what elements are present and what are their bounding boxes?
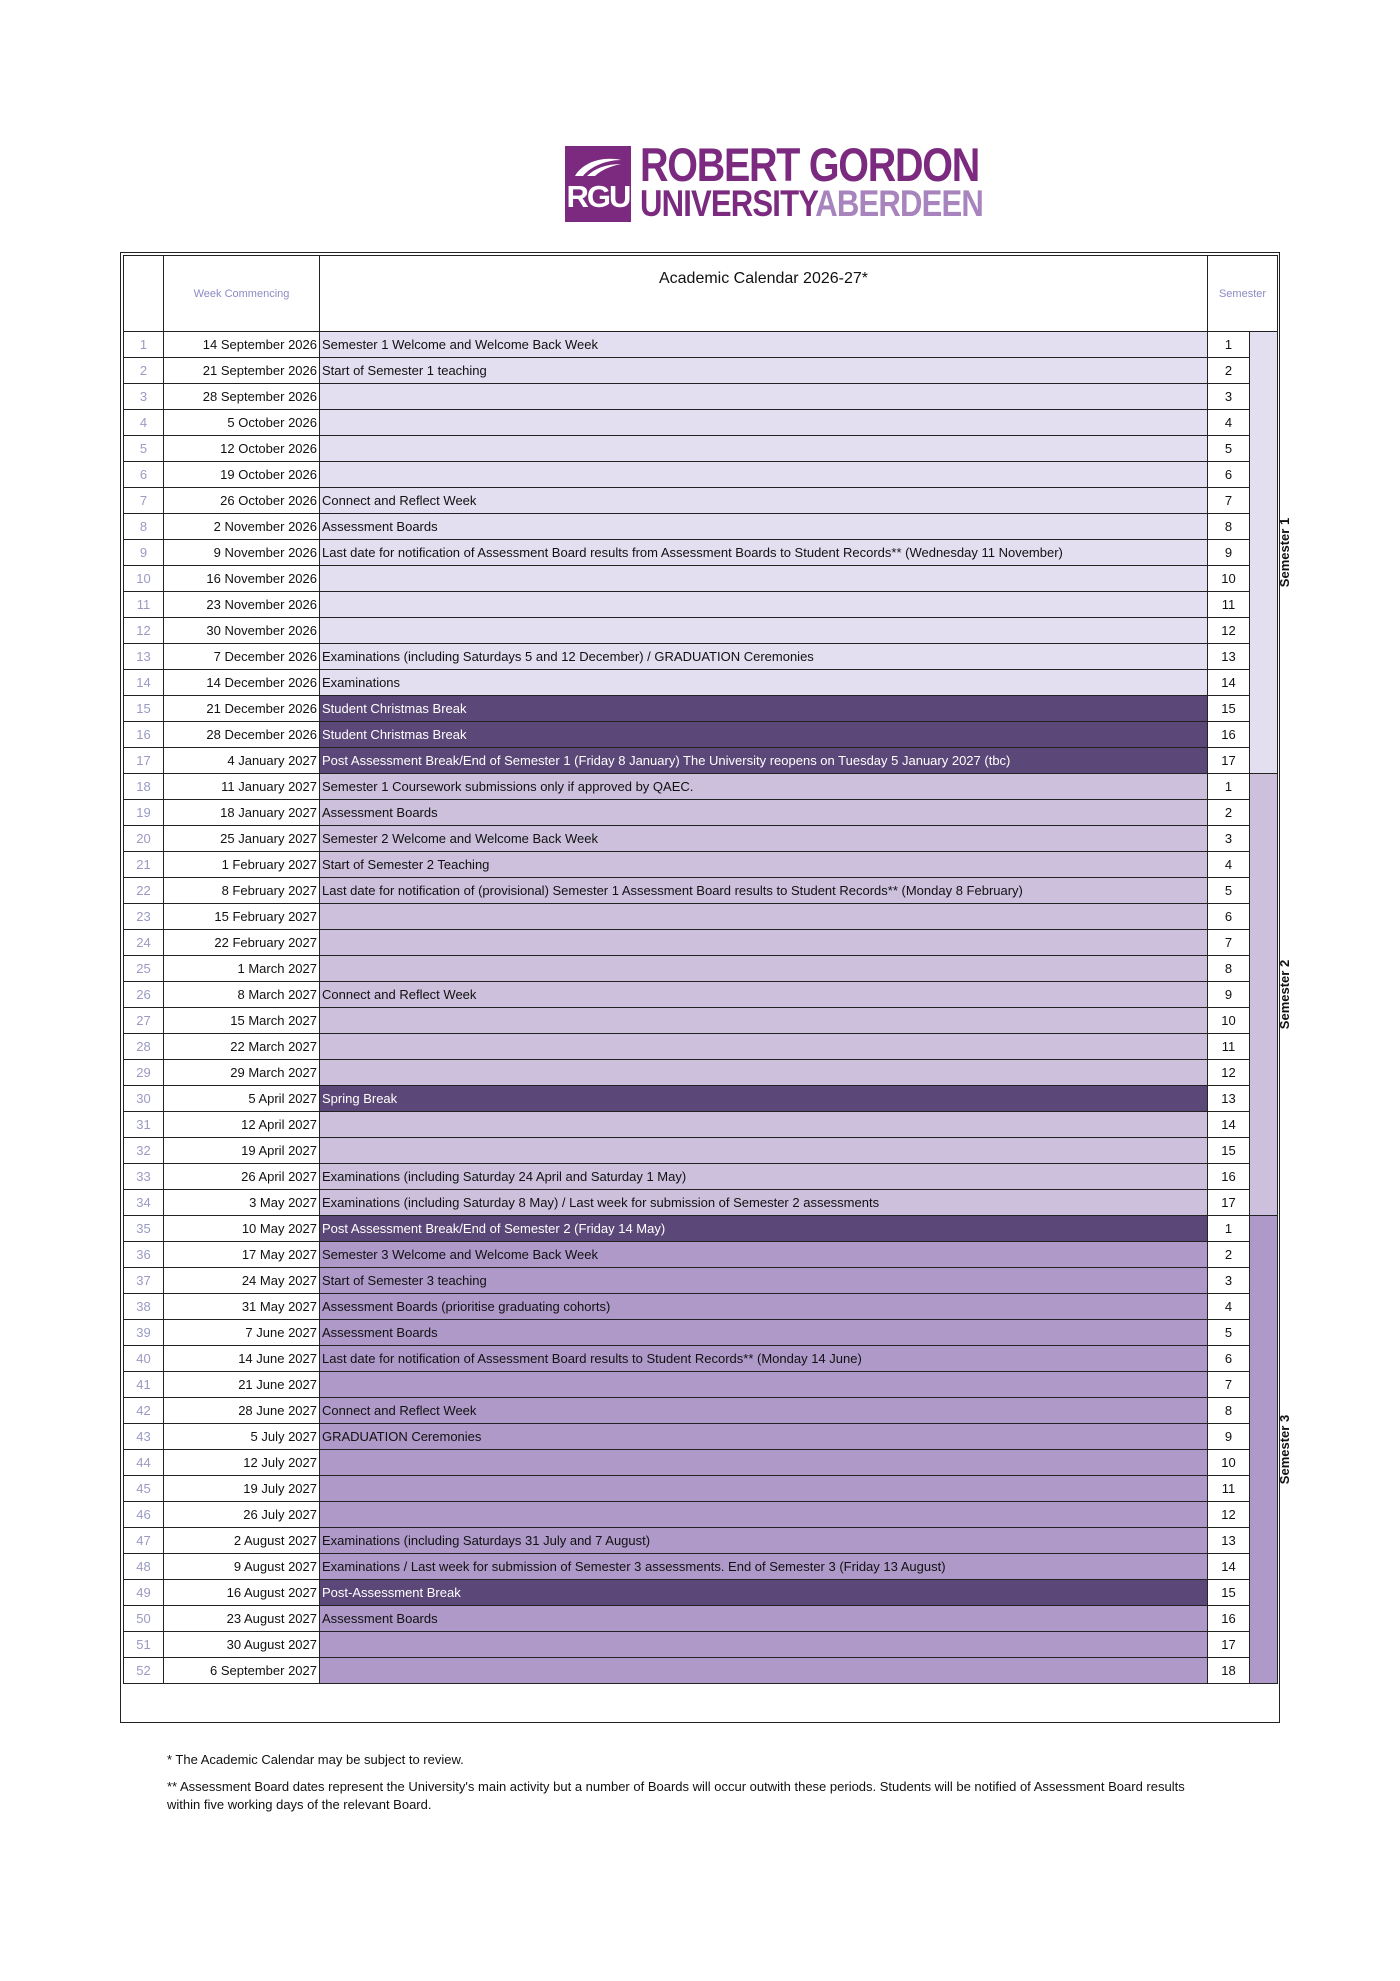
table-row	[124, 488, 1278, 514]
event-description	[320, 956, 1208, 982]
semester-week-number: 3	[1208, 384, 1250, 410]
event-description	[320, 1008, 1208, 1034]
semester-week-number: 8	[1208, 514, 1250, 540]
week-commencing-date: 9 August 2027	[164, 1554, 320, 1580]
week-commencing-date: 10 May 2027	[164, 1216, 320, 1242]
week-commencing-date: 15 March 2027	[164, 1008, 320, 1034]
table-row	[124, 1190, 1278, 1216]
week-commencing-date: 28 June 2027	[164, 1398, 320, 1424]
row-number: 34	[124, 1190, 164, 1216]
week-commencing-date: 30 August 2027	[164, 1632, 320, 1658]
week-commencing-date: 5 July 2027	[164, 1424, 320, 1450]
week-commencing-date: 22 February 2027	[164, 930, 320, 956]
table-row	[124, 852, 1278, 878]
week-commencing-date: 30 November 2026	[164, 618, 320, 644]
row-number: 10	[124, 566, 164, 592]
row-number: 48	[124, 1554, 164, 1580]
event-description	[320, 1502, 1208, 1528]
event-description: Start of Semester 3 teaching	[320, 1268, 1208, 1294]
week-commencing-date: 31 May 2027	[164, 1294, 320, 1320]
table-row	[124, 1242, 1278, 1268]
event-description	[320, 1060, 1208, 1086]
week-commencing-date: 7 June 2027	[164, 1320, 320, 1346]
table-row	[124, 878, 1278, 904]
semester-week-number: 15	[1208, 1580, 1250, 1606]
semester-week-number: 6	[1208, 462, 1250, 488]
semester-week-number: 13	[1208, 1086, 1250, 1112]
row-number: 11	[124, 592, 164, 618]
week-commencing-date: 16 November 2026	[164, 566, 320, 592]
table-row	[124, 1606, 1278, 1632]
calendar-title: Academic Calendar 2026-27*	[320, 256, 1208, 332]
table-row	[124, 540, 1278, 566]
semester-week-number: 9	[1208, 982, 1250, 1008]
event-description: Start of Semester 1 teaching	[320, 358, 1208, 384]
semester-week-number: 14	[1208, 1554, 1250, 1580]
semester-week-number: 17	[1208, 748, 1250, 774]
semester-label-cell	[1250, 332, 1293, 774]
event-description: Semester 1 Coursework submissions only if approved by QAEC.	[320, 774, 1208, 800]
semester-label-cell	[1250, 774, 1293, 1216]
row-number: 14	[124, 670, 164, 696]
table-row	[124, 332, 1278, 358]
semester-label: Semester 2	[1277, 959, 1293, 1030]
semester-week-number: 8	[1208, 956, 1250, 982]
semester-week-number: 17	[1208, 1632, 1250, 1658]
event-description: Last date for notification of Assessment Board results from Assessment Boards to Student Records** (Wednesday 11 November)	[320, 540, 1208, 566]
row-number: 22	[124, 878, 164, 904]
table-row	[124, 1502, 1278, 1528]
table-row	[124, 826, 1278, 852]
event-description	[320, 436, 1208, 462]
semester-week-number: 10	[1208, 1450, 1250, 1476]
week-commencing-date: 28 September 2026	[164, 384, 320, 410]
footnotes	[167, 1751, 1207, 1823]
table-row	[124, 696, 1278, 722]
semester-label-cell	[1250, 1216, 1293, 1684]
row-number: 31	[124, 1112, 164, 1138]
table-row	[124, 566, 1278, 592]
semester-week-number: 10	[1208, 1008, 1250, 1034]
semester-week-number: 18	[1208, 1658, 1250, 1684]
week-commencing-date: 19 October 2026	[164, 462, 320, 488]
row-number: 21	[124, 852, 164, 878]
semester-week-number: 5	[1208, 1320, 1250, 1346]
week-commencing-date: 29 March 2027	[164, 1060, 320, 1086]
week-commencing-date: 26 October 2026	[164, 488, 320, 514]
event-description: Student Christmas Break	[320, 696, 1208, 722]
logo-aberdeen: ABERDEEN	[815, 183, 983, 224]
event-description: Assessment Boards (prioritise graduating cohorts)	[320, 1294, 1208, 1320]
week-commencing-date: 26 July 2027	[164, 1502, 320, 1528]
row-number: 19	[124, 800, 164, 826]
row-number: 42	[124, 1398, 164, 1424]
table-row	[124, 1268, 1278, 1294]
week-commencing-date: 19 July 2027	[164, 1476, 320, 1502]
event-description	[320, 462, 1208, 488]
semester-week-number: 4	[1208, 410, 1250, 436]
footnote-1: * The Academic Calendar may be subject to review.	[167, 1752, 464, 1767]
week-commencing-date: 12 July 2027	[164, 1450, 320, 1476]
semester-week-number: 1	[1208, 1216, 1250, 1242]
event-description: Examinations (including Saturdays 31 July and 7 August)	[320, 1528, 1208, 1554]
week-commencing-date: 12 April 2027	[164, 1112, 320, 1138]
table-row	[124, 1086, 1278, 1112]
row-number: 47	[124, 1528, 164, 1554]
week-commencing-date: 7 December 2026	[164, 644, 320, 670]
event-description	[320, 618, 1208, 644]
table-row	[124, 722, 1278, 748]
row-number: 9	[124, 540, 164, 566]
header-semester: Semester	[1208, 256, 1278, 332]
row-number: 7	[124, 488, 164, 514]
event-description	[320, 1658, 1208, 1684]
event-description	[320, 1138, 1208, 1164]
event-description: Examinations	[320, 670, 1208, 696]
row-number: 30	[124, 1086, 164, 1112]
semester-week-number: 5	[1208, 436, 1250, 462]
semester-week-number: 14	[1208, 1112, 1250, 1138]
table-row	[124, 1346, 1278, 1372]
table-row	[124, 592, 1278, 618]
event-description: Examinations / Last week for submission of Semester 3 assessments. End of Semester 3 (Friday 13 August)	[320, 1554, 1208, 1580]
logo-line-1: ROBERT GORDON	[640, 138, 979, 191]
row-number: 16	[124, 722, 164, 748]
semester-label: Semester 1	[1277, 517, 1293, 588]
semester-week-number: 13	[1208, 644, 1250, 670]
event-description: Examinations (including Saturday 24 April and Saturday 1 May)	[320, 1164, 1208, 1190]
table-row	[124, 800, 1278, 826]
table-row	[124, 1216, 1278, 1242]
semester-week-number: 1	[1208, 332, 1250, 358]
row-number: 35	[124, 1216, 164, 1242]
semester-week-number: 7	[1208, 1372, 1250, 1398]
row-number: 46	[124, 1502, 164, 1528]
row-number: 33	[124, 1164, 164, 1190]
event-description: Start of Semester 2 Teaching	[320, 852, 1208, 878]
table-row	[124, 410, 1278, 436]
row-number: 37	[124, 1268, 164, 1294]
row-number: 23	[124, 904, 164, 930]
event-description: Assessment Boards	[320, 1320, 1208, 1346]
table-row	[124, 1554, 1278, 1580]
semester-week-number: 6	[1208, 904, 1250, 930]
semester-week-number: 5	[1208, 878, 1250, 904]
semester-week-number: 9	[1208, 1424, 1250, 1450]
row-number: 18	[124, 774, 164, 800]
week-commencing-date: 6 September 2027	[164, 1658, 320, 1684]
event-description	[320, 930, 1208, 956]
table-row	[124, 618, 1278, 644]
semester-week-number: 15	[1208, 696, 1250, 722]
week-commencing-date: 26 April 2027	[164, 1164, 320, 1190]
table-row	[124, 904, 1278, 930]
event-description	[320, 1112, 1208, 1138]
table-row	[124, 1372, 1278, 1398]
row-number: 29	[124, 1060, 164, 1086]
event-description	[320, 1372, 1208, 1398]
logo-swoosh-icon	[573, 156, 623, 178]
semester-week-number: 7	[1208, 488, 1250, 514]
logo-line-2	[640, 184, 983, 224]
row-number: 50	[124, 1606, 164, 1632]
header-week-commencing: Week Commencing	[164, 256, 320, 332]
semester-week-number: 12	[1208, 1060, 1250, 1086]
row-number: 40	[124, 1346, 164, 1372]
week-commencing-date: 23 November 2026	[164, 592, 320, 618]
row-number: 5	[124, 436, 164, 462]
row-number: 26	[124, 982, 164, 1008]
semester-week-number: 4	[1208, 852, 1250, 878]
event-description	[320, 384, 1208, 410]
table-row	[124, 644, 1278, 670]
event-description: Spring Break	[320, 1086, 1208, 1112]
row-number: 52	[124, 1658, 164, 1684]
event-description	[320, 592, 1208, 618]
table-row	[124, 1320, 1278, 1346]
row-number: 32	[124, 1138, 164, 1164]
calendar-body	[124, 332, 1293, 1684]
row-number: 27	[124, 1008, 164, 1034]
table-row	[124, 1476, 1278, 1502]
event-description: Connect and Reflect Week	[320, 1398, 1208, 1424]
event-description: Assessment Boards	[320, 1606, 1208, 1632]
week-commencing-date: 1 March 2027	[164, 956, 320, 982]
week-commencing-date: 21 June 2027	[164, 1372, 320, 1398]
row-number: 38	[124, 1294, 164, 1320]
row-number: 24	[124, 930, 164, 956]
week-commencing-date: 1 February 2027	[164, 852, 320, 878]
week-commencing-date: 5 April 2027	[164, 1086, 320, 1112]
table-row	[124, 670, 1278, 696]
row-number: 41	[124, 1372, 164, 1398]
event-description: Post Assessment Break/End of Semester 1 (Friday 8 January) The University reopens on Tuesday 5 January 2027 (tbc)	[320, 748, 1208, 774]
row-number: 3	[124, 384, 164, 410]
table-row	[124, 436, 1278, 462]
table-row	[124, 358, 1278, 384]
week-commencing-date: 28 December 2026	[164, 722, 320, 748]
week-commencing-date: 14 June 2027	[164, 1346, 320, 1372]
week-commencing-date: 2 August 2027	[164, 1528, 320, 1554]
table-row	[124, 1580, 1278, 1606]
week-commencing-date: 11 January 2027	[164, 774, 320, 800]
week-commencing-date: 24 May 2027	[164, 1268, 320, 1294]
row-number: 4	[124, 410, 164, 436]
row-number: 12	[124, 618, 164, 644]
semester-week-number: 6	[1208, 1346, 1250, 1372]
row-number: 17	[124, 748, 164, 774]
row-number: 6	[124, 462, 164, 488]
row-number: 1	[124, 332, 164, 358]
table-row	[124, 748, 1278, 774]
week-commencing-date: 12 October 2026	[164, 436, 320, 462]
event-description	[320, 1450, 1208, 1476]
week-commencing-date: 17 May 2027	[164, 1242, 320, 1268]
semester-label: Semester 3	[1277, 1414, 1293, 1485]
semester-week-number: 11	[1208, 1034, 1250, 1060]
semester-week-number: 3	[1208, 1268, 1250, 1294]
event-description: Examinations (including Saturday 8 May) / Last week for submission of Semester 2 assessments	[320, 1190, 1208, 1216]
semester-week-number: 16	[1208, 1606, 1250, 1632]
event-description: Last date for notification of (provisional) Semester 1 Assessment Board results to Student Records** (Monday 8 February)	[320, 878, 1208, 904]
event-description: Examinations (including Saturdays 5 and 12 December) / GRADUATION Ceremonies	[320, 644, 1208, 670]
week-commencing-date: 22 March 2027	[164, 1034, 320, 1060]
table-row	[124, 1034, 1278, 1060]
table-row	[124, 774, 1278, 800]
table-row	[124, 1632, 1278, 1658]
week-commencing-date: 2 November 2026	[164, 514, 320, 540]
week-commencing-date: 14 December 2026	[164, 670, 320, 696]
row-number: 15	[124, 696, 164, 722]
table-row	[124, 1398, 1278, 1424]
event-description: Post-Assessment Break	[320, 1580, 1208, 1606]
table-header-row	[124, 256, 1278, 332]
row-number: 2	[124, 358, 164, 384]
event-description: Connect and Reflect Week	[320, 488, 1208, 514]
week-commencing-date: 21 September 2026	[164, 358, 320, 384]
row-number: 25	[124, 956, 164, 982]
event-description: Student Christmas Break	[320, 722, 1208, 748]
semester-week-number: 16	[1208, 1164, 1250, 1190]
table-row	[124, 1112, 1278, 1138]
event-description: GRADUATION Ceremonies	[320, 1424, 1208, 1450]
event-description	[320, 904, 1208, 930]
semester-week-number: 17	[1208, 1190, 1250, 1216]
event-description: Connect and Reflect Week	[320, 982, 1208, 1008]
event-description: Assessment Boards	[320, 514, 1208, 540]
row-number: 45	[124, 1476, 164, 1502]
semester-week-number: 4	[1208, 1294, 1250, 1320]
event-description	[320, 1034, 1208, 1060]
event-description	[320, 1632, 1208, 1658]
event-description: Semester 1 Welcome and Welcome Back Week	[320, 332, 1208, 358]
semester-week-number: 16	[1208, 722, 1250, 748]
week-commencing-date: 5 October 2026	[164, 410, 320, 436]
table-row	[124, 1294, 1278, 1320]
rgu-logo	[565, 138, 983, 224]
semester-week-number: 11	[1208, 592, 1250, 618]
row-number: 36	[124, 1242, 164, 1268]
table-row	[124, 930, 1278, 956]
row-number: 49	[124, 1580, 164, 1606]
row-number: 13	[124, 644, 164, 670]
week-commencing-date: 18 January 2027	[164, 800, 320, 826]
row-number: 43	[124, 1424, 164, 1450]
academic-calendar-table	[123, 255, 1293, 1684]
semester-week-number: 2	[1208, 1242, 1250, 1268]
header-num-cell	[124, 256, 164, 332]
week-commencing-date: 8 February 2027	[164, 878, 320, 904]
semester-week-number: 13	[1208, 1528, 1250, 1554]
event-description	[320, 410, 1208, 436]
semester-week-number: 2	[1208, 358, 1250, 384]
table-row	[124, 1060, 1278, 1086]
event-description	[320, 1476, 1208, 1502]
week-commencing-date: 19 April 2027	[164, 1138, 320, 1164]
event-description: Last date for notification of Assessment Board results to Student Records** (Monday 14 June)	[320, 1346, 1208, 1372]
table-row	[124, 982, 1278, 1008]
semester-week-number: 10	[1208, 566, 1250, 592]
week-commencing-date: 4 January 2027	[164, 748, 320, 774]
semester-week-number: 8	[1208, 1398, 1250, 1424]
table-row	[124, 1164, 1278, 1190]
week-commencing-date: 21 December 2026	[164, 696, 320, 722]
table-row	[124, 1008, 1278, 1034]
semester-week-number: 7	[1208, 930, 1250, 956]
row-number: 8	[124, 514, 164, 540]
row-number: 28	[124, 1034, 164, 1060]
event-description: Semester 2 Welcome and Welcome Back Week	[320, 826, 1208, 852]
table-row	[124, 1528, 1278, 1554]
footnote-2: ** Assessment Board dates represent the University's main activity but a number of Boards will occur outwith these periods. Students will be notified of Assessment Board results within five working days of the relevant Board.	[167, 1779, 1185, 1812]
semester-week-number: 1	[1208, 774, 1250, 800]
semester-week-number: 14	[1208, 670, 1250, 696]
week-commencing-date: 8 March 2027	[164, 982, 320, 1008]
table-row	[124, 514, 1278, 540]
table-row	[124, 956, 1278, 982]
week-commencing-date: 25 January 2027	[164, 826, 320, 852]
semester-week-number: 12	[1208, 618, 1250, 644]
row-number: 20	[124, 826, 164, 852]
semester-week-number: 11	[1208, 1476, 1250, 1502]
semester-week-number: 3	[1208, 826, 1250, 852]
event-description	[320, 566, 1208, 592]
rgu-logo-mark	[565, 146, 631, 222]
semester-week-number: 15	[1208, 1138, 1250, 1164]
event-description: Assessment Boards	[320, 800, 1208, 826]
table-row	[124, 1424, 1278, 1450]
week-commencing-date: 9 November 2026	[164, 540, 320, 566]
semester-week-number: 9	[1208, 540, 1250, 566]
row-number: 51	[124, 1632, 164, 1658]
semester-week-number: 2	[1208, 800, 1250, 826]
week-commencing-date: 14 September 2026	[164, 332, 320, 358]
table-row	[124, 1658, 1278, 1684]
week-commencing-date: 3 May 2027	[164, 1190, 320, 1216]
week-commencing-date: 23 August 2027	[164, 1606, 320, 1632]
logo-mark-text: RGU	[566, 179, 630, 214]
table-row	[124, 384, 1278, 410]
logo-university: UNIVERSITY	[640, 183, 816, 224]
event-description: Post Assessment Break/End of Semester 2 (Friday 14 May)	[320, 1216, 1208, 1242]
row-number: 39	[124, 1320, 164, 1346]
week-commencing-date: 16 August 2027	[164, 1580, 320, 1606]
event-description: Semester 3 Welcome and Welcome Back Week	[320, 1242, 1208, 1268]
week-commencing-date: 15 February 2027	[164, 904, 320, 930]
table-row	[124, 462, 1278, 488]
table-row	[124, 1450, 1278, 1476]
table-row	[124, 1138, 1278, 1164]
semester-week-number: 12	[1208, 1502, 1250, 1528]
row-number: 44	[124, 1450, 164, 1476]
